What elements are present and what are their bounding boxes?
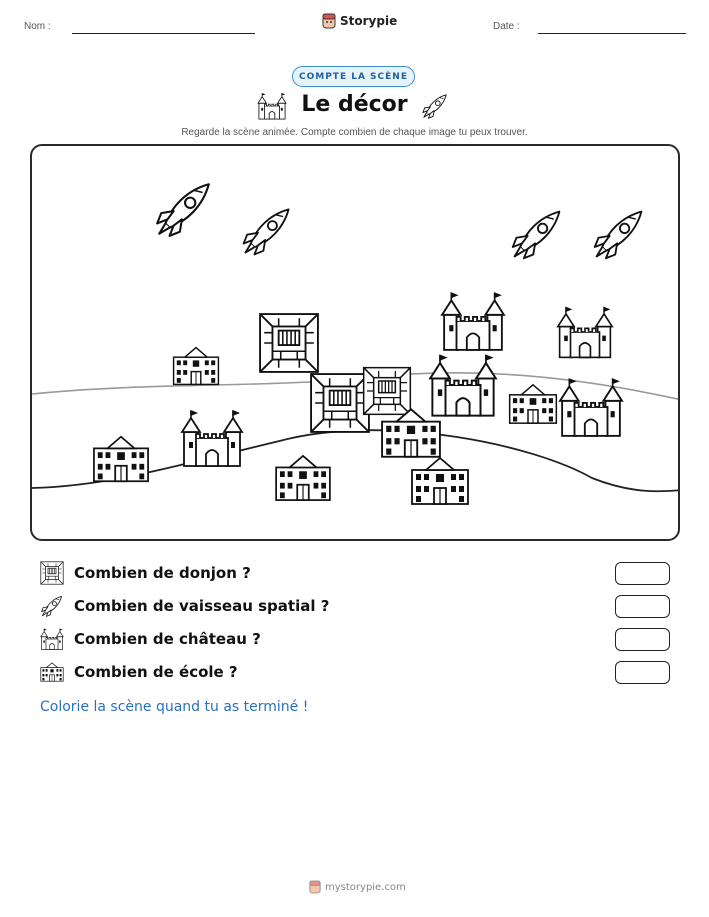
castle-icon bbox=[430, 355, 496, 415]
question-text: Combien de vaisseau spatial ? bbox=[74, 597, 330, 615]
scene-frame bbox=[30, 144, 680, 541]
date-field[interactable] bbox=[538, 33, 686, 34]
storypie-mascot-icon bbox=[322, 13, 336, 29]
dungeon-icon bbox=[40, 561, 64, 585]
rocket-icon bbox=[244, 209, 289, 254]
school-icon bbox=[40, 660, 64, 684]
castle-icon bbox=[182, 411, 242, 466]
rocket-icon bbox=[420, 92, 450, 120]
question-castle bbox=[40, 626, 670, 652]
answer-box-rocket[interactable] bbox=[615, 595, 670, 618]
site-footer bbox=[309, 880, 406, 894]
question-text: Combien de château ? bbox=[74, 630, 261, 648]
question-text: Combien de donjon ? bbox=[74, 564, 251, 582]
date-label: Date : bbox=[493, 21, 520, 32]
school-icon bbox=[94, 437, 148, 481]
answer-box-school[interactable] bbox=[615, 661, 670, 684]
page-title: Le décor bbox=[301, 92, 408, 117]
name-label: Nom : bbox=[24, 21, 51, 32]
answer-box-dungeon[interactable] bbox=[615, 562, 670, 585]
question-rocket bbox=[40, 593, 670, 619]
site-url[interactable]: mystorypie.com bbox=[325, 881, 406, 893]
brand-name: Storypie bbox=[340, 14, 398, 28]
dungeon-icon bbox=[260, 314, 318, 372]
question-school bbox=[40, 659, 670, 685]
school-icon bbox=[510, 385, 557, 423]
school-icon bbox=[412, 458, 468, 504]
castle-icon bbox=[560, 379, 622, 436]
castle-icon bbox=[442, 293, 504, 350]
scene-illustration bbox=[32, 146, 680, 541]
storypie-mascot-icon bbox=[309, 880, 321, 894]
school-icon bbox=[276, 456, 330, 500]
rocket-icon bbox=[513, 212, 560, 259]
dungeon-icon bbox=[364, 368, 411, 415]
castle-icon bbox=[558, 308, 612, 358]
activity-tag: COMPTE LA SCÈNE bbox=[292, 66, 415, 87]
coloring-note: Colorie la scène quand tu as terminé ! bbox=[40, 699, 309, 715]
question-text: Combien de école ? bbox=[74, 663, 238, 681]
rocket-icon bbox=[40, 594, 64, 618]
name-field[interactable] bbox=[72, 33, 255, 34]
school-icon bbox=[382, 409, 440, 457]
instructions: Regarde la scène animée. Compte combien de chaque image tu peux trouver. bbox=[181, 127, 528, 138]
rocket-icon bbox=[595, 212, 642, 259]
rocket-icon bbox=[157, 184, 209, 236]
question-dungeon bbox=[40, 560, 670, 586]
dungeon-icon bbox=[311, 374, 369, 432]
answer-box-castle[interactable] bbox=[615, 628, 670, 651]
brand-logo bbox=[322, 13, 397, 29]
school-icon bbox=[174, 348, 219, 385]
castle-icon bbox=[40, 627, 64, 651]
